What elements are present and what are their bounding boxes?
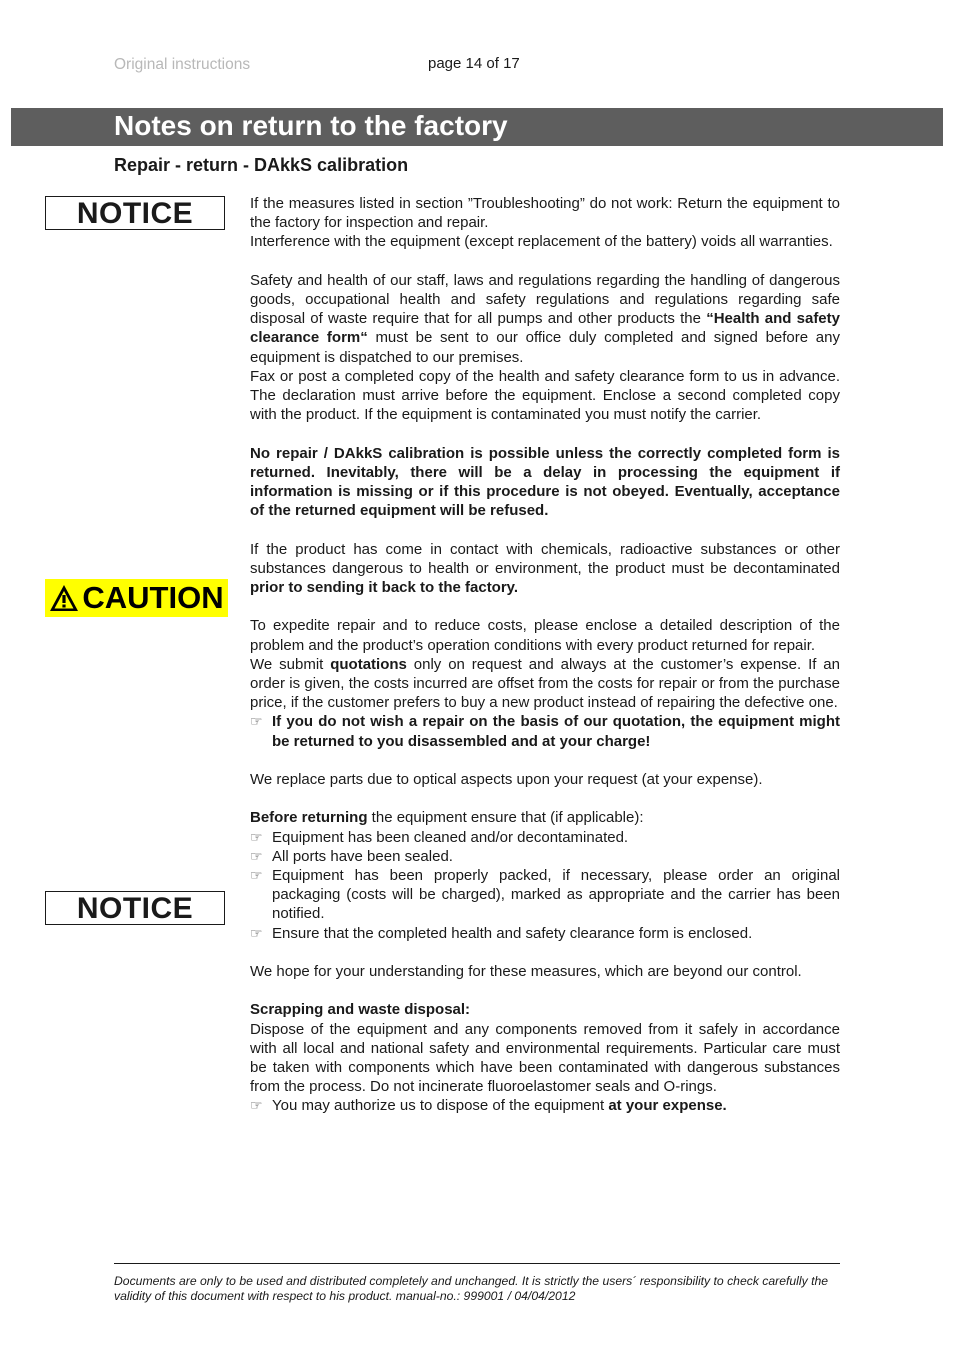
pointing-hand-icon: ☞	[250, 713, 263, 730]
list-item: ☞ Equipment has been cleaned and/or decontaminated.	[250, 828, 629, 846]
caution-text: CAUTION	[82, 580, 224, 615]
pointing-hand-icon: ☞	[250, 867, 263, 884]
pointing-hand-icon: ☞	[250, 847, 263, 864]
list-item: ☞ All ports have been sealed.	[250, 847, 453, 865]
header-document-type: Original instructions	[114, 56, 251, 73]
paragraph: We hope for your understanding for these measures, which are beyond our control.	[250, 963, 802, 981]
paragraph: If the product has come in contact with chemicals, radioactive substances or other substances dangerous to health or environment, the product must be decontaminated prior to sending it back to the factory.	[250, 540, 840, 597]
list-item: ☞ If you do not wish a repair on the basis of our quotation, the equipment might be returned to you disassembled and at your charge!	[250, 713, 840, 750]
pointing-hand-icon: ☞	[250, 924, 263, 941]
pointing-hand-icon: ☞	[250, 1097, 263, 1114]
warning-triangle-icon	[49, 584, 79, 612]
pointing-hand-icon: ☞	[250, 828, 263, 845]
paragraph: We replace parts due to optical aspects upon your request (at your expense).	[250, 771, 763, 789]
paragraph: Dispose of the equipment and any components removed from it safely in accordance with all local and national safety and environmental requirements. Particular care must be taken with components which have been contaminated with dangerous substances from the process. Do not incinerate fluoroelastomer seals and O-rings.	[250, 1020, 840, 1096]
title-bar	[11, 108, 943, 146]
section-subtitle: Repair - return - DAkkS calibration	[114, 155, 409, 175]
paragraph: Fax or post a completed copy of the health and safety clearance form to us in advance. The declaration must arrive before the equipment. Enclose a second completed copy with the product. If the equipment is contaminated you must notify the carrier.	[250, 367, 840, 424]
paragraph: To expedite repair and to reduce costs, please enclose a detailed description of the problem and the product’s operation conditions with every product returned for repair.	[250, 617, 840, 654]
footer-divider	[114, 1263, 840, 1264]
list-item: ☞ Equipment has been properly packed, if necessary, please order an original packaging (costs will be charged), marked as appropriate and the carrier has been notified.	[250, 867, 840, 923]
footer-disclaimer: Documents are only to be used and distributed completely and unchanged. It is strictly the users´ responsibility to check carefully the validity of this document with respect to his product. manual-no.: 999001 / 04/04/2012	[114, 1274, 829, 1304]
body-text	[250, 194, 840, 1116]
list-item: ☞ Ensure that the completed health and safety clearance form is enclosed.	[250, 924, 753, 942]
paragraph: Before returning the equipment ensure that (if applicable):	[250, 809, 644, 827]
list-item: ☞ You may authorize us to dispose of the equipment at your expense.	[250, 1097, 727, 1115]
page-title: Notes on return to the factory	[114, 110, 508, 141]
paragraph: We submit quotations only on request and always at the customer’s expense. If an order is given, the costs incurred are offset from the costs for repair or from the purchase price, if the customer prefers to buy a new product instead of repairing the defective one.	[250, 655, 840, 712]
paragraph: Interference with the equipment (except replacement of the battery) voids all warranties.	[250, 233, 833, 251]
notice-label: NOTICE	[45, 891, 225, 925]
paragraph: No repair / DAkkS calibration is possible unless the correctly completed form is returned. Inevitably, there will be a delay in processing the equipment if information is missing or if this procedure is not obeyed. Eventually, acceptance of the returned equipment will be refused.	[250, 444, 840, 520]
paragraph-heading: Scrapping and waste disposal:	[250, 1001, 471, 1019]
paragraph: Safety and health of our staff, laws and regulations regarding the handling of dangerous goods, occupational health and safety regulations and regulations regarding safe disposal of waste require that for all pumps and other products the “Health and safety clearance form“ must be sent to our office duly completed and signed before any equipment is dispatched to our premises.	[250, 271, 840, 366]
page-number: page 14 of 17	[428, 55, 520, 72]
paragraph: If the measures listed in section ”Troubleshooting” do not work: Return the equipment to the factory for inspection and repair.	[250, 195, 840, 232]
notice-label: NOTICE	[45, 196, 225, 230]
caution-label	[45, 579, 228, 617]
